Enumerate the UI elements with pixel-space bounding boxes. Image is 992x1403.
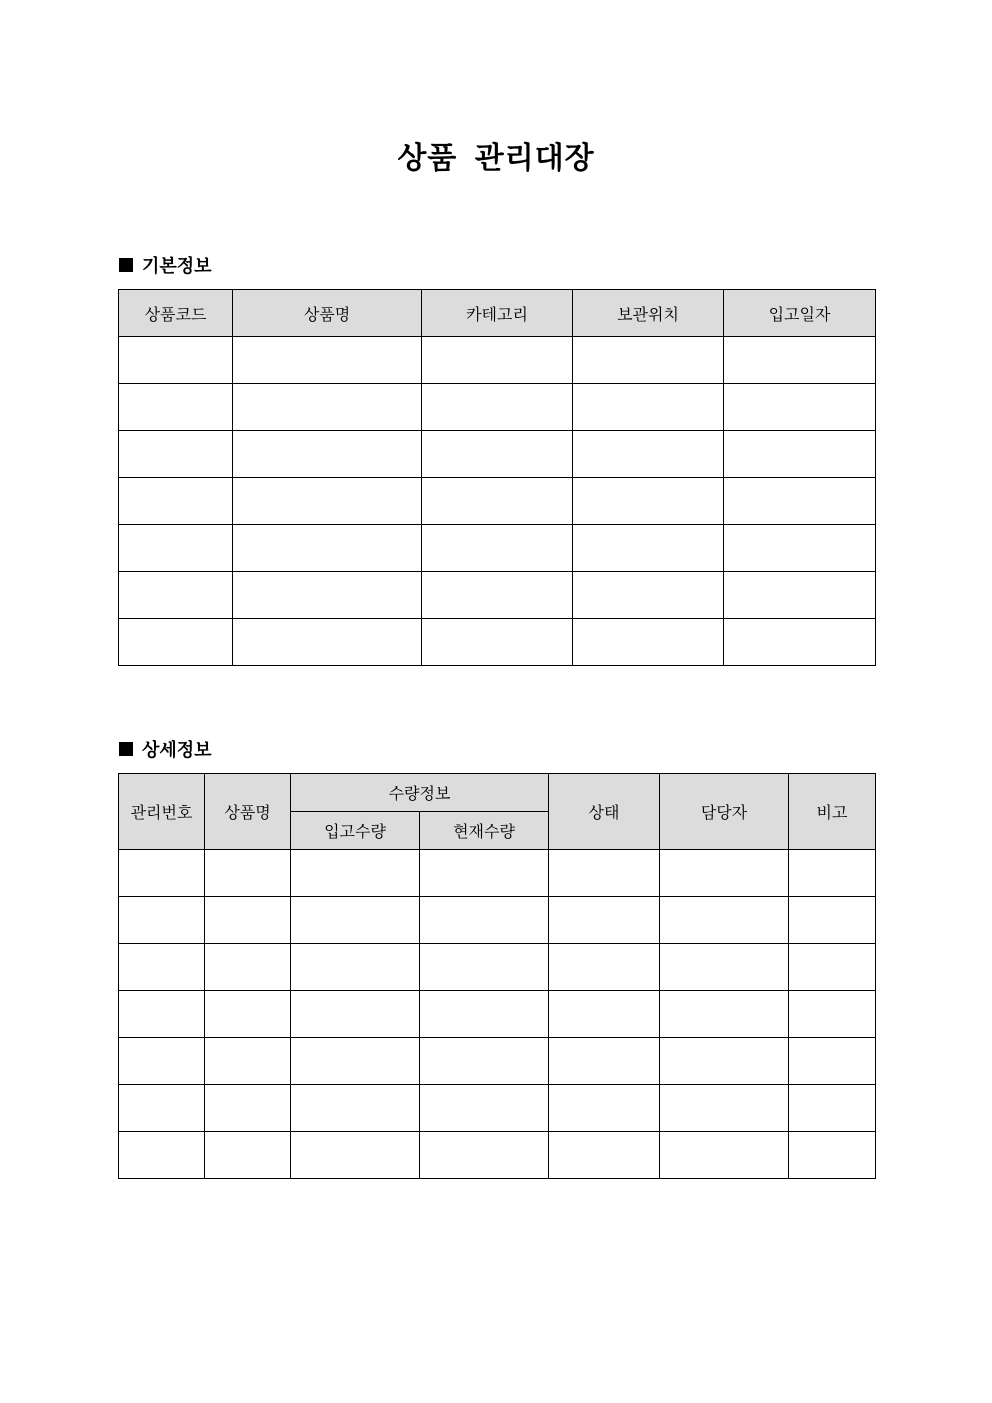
column-header-receipt-date: 입고일자 [724,290,876,337]
table-cell[interactable] [291,897,420,944]
table-cell[interactable] [291,850,420,897]
table-cell[interactable] [724,525,876,572]
table-cell[interactable] [119,897,205,944]
column-header-storage-location: 보관위치 [573,290,724,337]
table-cell[interactable] [420,1038,549,1085]
table-row [119,1132,876,1179]
table-row [119,572,876,619]
table-cell[interactable] [789,897,876,944]
table-header-row [119,290,876,337]
table-cell[interactable] [119,337,233,384]
table-cell[interactable] [422,384,573,431]
table-cell[interactable] [660,1132,789,1179]
table-cell[interactable] [119,944,205,991]
table-cell[interactable] [291,1132,420,1179]
table-cell[interactable] [549,897,660,944]
table-cell[interactable] [549,850,660,897]
section-heading-detail [119,736,212,762]
table-cell[interactable] [233,619,422,666]
table-cell[interactable] [291,1085,420,1132]
table-cell[interactable] [789,1132,876,1179]
table-cell[interactable] [291,991,420,1038]
section-heading-basic [119,252,212,278]
table-cell[interactable] [422,572,573,619]
table-cell[interactable] [724,337,876,384]
table-cell[interactable] [422,525,573,572]
table-cell[interactable] [724,384,876,431]
table-cell[interactable] [789,850,876,897]
table-cell[interactable] [420,850,549,897]
section-heading-label: 기본정보 [142,256,212,277]
column-header-status: 상태 [549,774,660,850]
table-cell[interactable] [205,897,291,944]
detail-info-table [118,773,876,1179]
table-cell[interactable] [660,944,789,991]
table-cell[interactable] [573,619,724,666]
table-cell[interactable] [119,850,205,897]
table-cell[interactable] [233,431,422,478]
table-row [119,525,876,572]
table-row [119,337,876,384]
table-cell[interactable] [233,384,422,431]
table-cell[interactable] [119,619,233,666]
table-cell[interactable] [420,944,549,991]
table-cell[interactable] [119,572,233,619]
table-row [119,478,876,525]
table-cell[interactable] [119,525,233,572]
table-cell[interactable] [422,478,573,525]
table-row [119,1038,876,1085]
table-cell[interactable] [549,944,660,991]
column-header-category: 카테고리 [422,290,573,337]
table-cell[interactable] [573,384,724,431]
table-cell[interactable] [549,991,660,1038]
table-cell[interactable] [660,1038,789,1085]
table-cell[interactable] [422,337,573,384]
table-row [119,1085,876,1132]
table-cell[interactable] [573,572,724,619]
table-cell[interactable] [119,384,233,431]
table-cell[interactable] [291,944,420,991]
square-bullet-icon [119,258,133,272]
section-heading-label: 상세정보 [142,740,212,761]
table-row [119,619,876,666]
table-cell[interactable] [573,478,724,525]
table-cell[interactable] [724,619,876,666]
table-cell[interactable] [420,897,549,944]
table-cell[interactable] [549,1085,660,1132]
table-row [119,431,876,478]
table-cell[interactable] [422,431,573,478]
table-cell[interactable] [420,1085,549,1132]
table-header-row [119,774,876,812]
table-cell[interactable] [233,478,422,525]
table-cell[interactable] [420,991,549,1038]
table-row [119,991,876,1038]
table-cell[interactable] [789,1038,876,1085]
basic-info-table [118,289,876,666]
table-cell[interactable] [789,1085,876,1132]
table-cell[interactable] [205,850,291,897]
page-title: 상품 관리대장 [397,141,595,176]
column-header-product-name: 상품명 [233,290,422,337]
table-cell[interactable] [205,1132,291,1179]
table-cell[interactable] [291,1038,420,1085]
table-cell[interactable] [119,478,233,525]
table-cell[interactable] [573,525,724,572]
table-cell[interactable] [724,478,876,525]
table-row [119,897,876,944]
column-header-current-qty: 현재수량 [420,812,549,850]
table-cell[interactable] [119,1085,205,1132]
column-header-product-name: 상품명 [205,774,291,850]
table-cell[interactable] [119,991,205,1038]
table-cell[interactable] [233,525,422,572]
table-cell[interactable] [119,1038,205,1085]
table-cell[interactable] [660,991,789,1038]
column-header-manager: 담당자 [660,774,789,850]
table-cell[interactable] [205,1085,291,1132]
table-row [119,384,876,431]
table-cell[interactable] [573,431,724,478]
table-cell[interactable] [420,1132,549,1179]
column-header-manage-no: 관리번호 [119,774,205,850]
table-cell[interactable] [119,431,233,478]
table-cell[interactable] [205,944,291,991]
column-header-product-code: 상품코드 [119,290,233,337]
table-cell[interactable] [789,944,876,991]
table-cell[interactable] [422,619,573,666]
table-cell[interactable] [724,572,876,619]
square-bullet-icon [119,742,133,756]
table-cell[interactable] [119,1132,205,1179]
column-header-quantity-group: 수량정보 [291,774,549,812]
table-row [119,850,876,897]
table-cell[interactable] [233,337,422,384]
table-cell[interactable] [660,897,789,944]
table-cell[interactable] [205,991,291,1038]
column-header-in-qty: 입고수량 [291,812,420,850]
table-cell[interactable] [549,1132,660,1179]
table-cell[interactable] [233,572,422,619]
table-cell[interactable] [660,850,789,897]
table-cell[interactable] [573,337,724,384]
table-cell[interactable] [549,1038,660,1085]
column-header-remarks: 비고 [789,774,876,850]
table-cell[interactable] [789,991,876,1038]
table-cell[interactable] [660,1085,789,1132]
table-cell[interactable] [205,1038,291,1085]
table-cell[interactable] [724,431,876,478]
table-row [119,944,876,991]
